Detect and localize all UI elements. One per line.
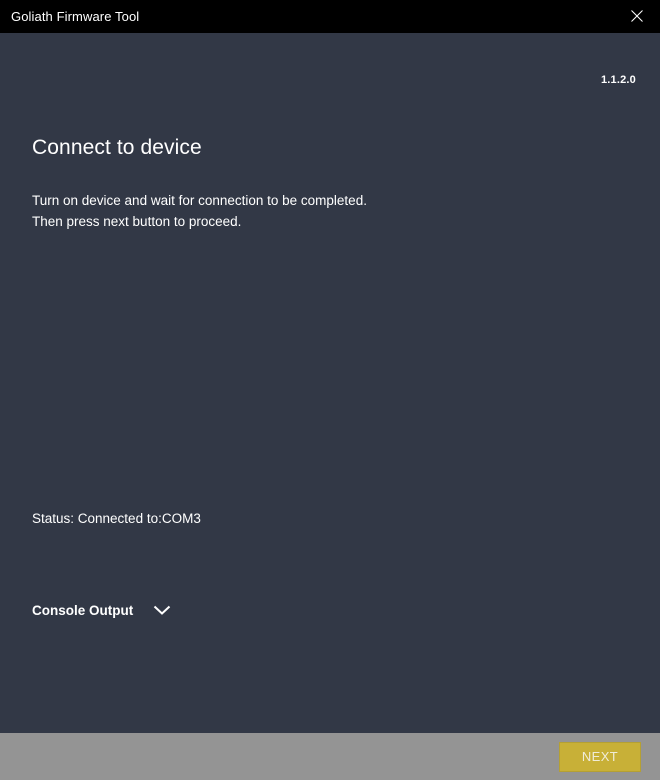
console-output-label: Console Output bbox=[32, 602, 134, 618]
window-title: Goliath Firmware Tool bbox=[11, 8, 140, 24]
instructions-block bbox=[32, 190, 367, 232]
chevron-down-icon[interactable] bbox=[151, 599, 173, 621]
instruction-line-1: Turn on device and wait for connection to be completed. bbox=[32, 193, 367, 208]
instruction-line-2: Then press next button to proceed. bbox=[32, 214, 242, 229]
footer-bar bbox=[0, 733, 660, 780]
next-button[interactable]: NEXT bbox=[559, 742, 641, 772]
title-bar bbox=[0, 0, 660, 33]
status-text: Status: Connected to:COM3 bbox=[32, 511, 201, 526]
main-content bbox=[0, 33, 660, 733]
version-label: 1.1.2.0 bbox=[600, 74, 636, 86]
console-output-section[interactable] bbox=[32, 599, 173, 621]
page-title: Connect to device bbox=[32, 136, 202, 159]
close-icon[interactable] bbox=[614, 0, 660, 32]
